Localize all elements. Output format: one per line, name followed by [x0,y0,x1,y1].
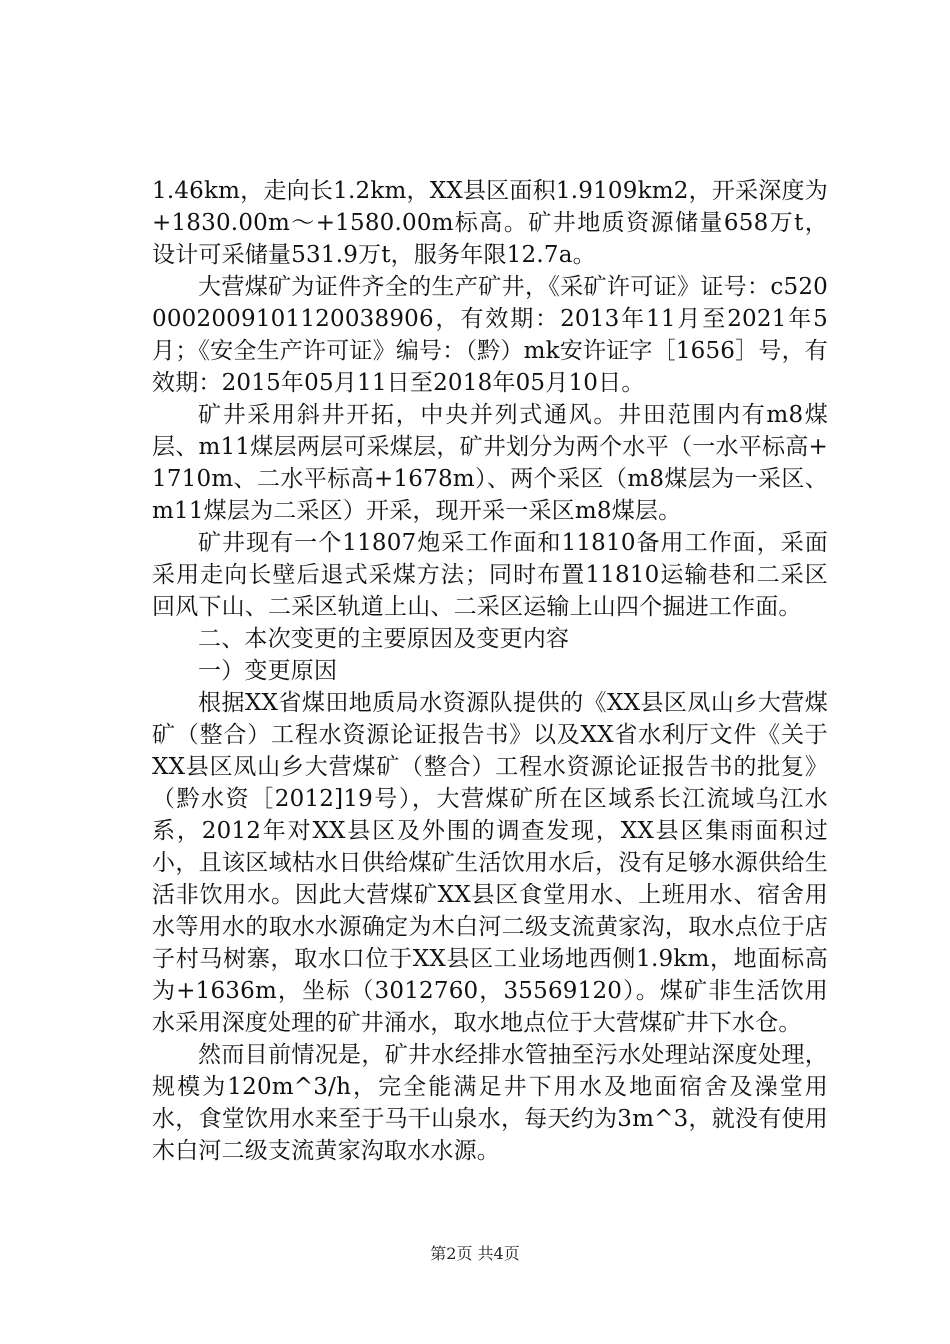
section-heading: 二、本次变更的主要原因及变更内容 [198,626,570,652]
paragraph-5: 根据XX省煤田地质局水资源队提供的《XX县区凤山乡大营煤矿（整合）工程水资源论证报告书》以及XX省水利厅文件《关于XX县区凤山乡大营煤矿（整合）工程水资源论证报告书的批复》（黔水资［2012]19号），大营煤矿所在区域系长江流域乌江水系，2012年对XX县区及外围的调查发现，XX县区集雨面积过小，且该区域枯水日供给煤矿生活饮用水后，没有足够水源供给生活非饮用水。因此大营煤矿XX县区食堂用水、上班用水、宿舍用水等用水的取水水源确定为木白河二级支流黄家沟，取水点位于店子村马树寨，取水口位于XX县区工业场地西侧1.9km，地面标高为+1636m，坐标（3012760，35569120）。煤矿非生活饮用水采用深度处理的矿井涌水，取水地点位于大营煤矿井下水仓。 [152,690,828,1036]
paragraph-3: 矿井采用斜井开拓，中央并列式通风。井田范围内有m8煤层、m11煤层两层可采煤层，矿井划分为两个水平（一水平标高+1710m、二水平标高+1678m）、两个采区（m8煤层为一采区、m11煤层为二采区）开采，现开采一采区m8煤层。 [152,402,828,524]
paragraph-1: 1.46km，走向长1.2km，XX县区面积1.9109km2，开采深度为+1830.00m～+1580.00m标高。矿井地质资源储量658万t，设计可采储量531.9万t，服务年限12.7a。 [152,178,828,268]
paragraph-2: 大营煤矿为证件齐全的生产矿井，《采矿许可证》证号：c5200002009101120038906，有效期：2013年11月至2021年5月；《安全生产许可证》编号：（黔）mk安许证字［1656］号，有效期：2015年05月11日至2018年05月10日。 [152,274,828,396]
page-number-footer: 第2页 共4页 [430,1244,520,1263]
subsection-heading: 一）变更原因 [198,658,338,684]
paragraph-6: 然而目前情况是，矿井水经排水管抽至污水处理站深度处理，规模为120m^3/h，完全能满足井下用水及地面宿舍及澡堂用水，食堂饮用水来至于马干山泉水，每天约为3m^3，就没有使用木白河二级支流黄家沟取水水源。 [152,1042,828,1164]
document-body [152,175,828,1167]
paragraph-4: 矿井现有一个11807炮采工作面和11810备用工作面，采面采用走向长壁后退式采煤方法；同时布置11810运输巷和二采区回风下山、二采区轨道上山、二采区运输上山四个掘进工作面。 [152,530,828,620]
